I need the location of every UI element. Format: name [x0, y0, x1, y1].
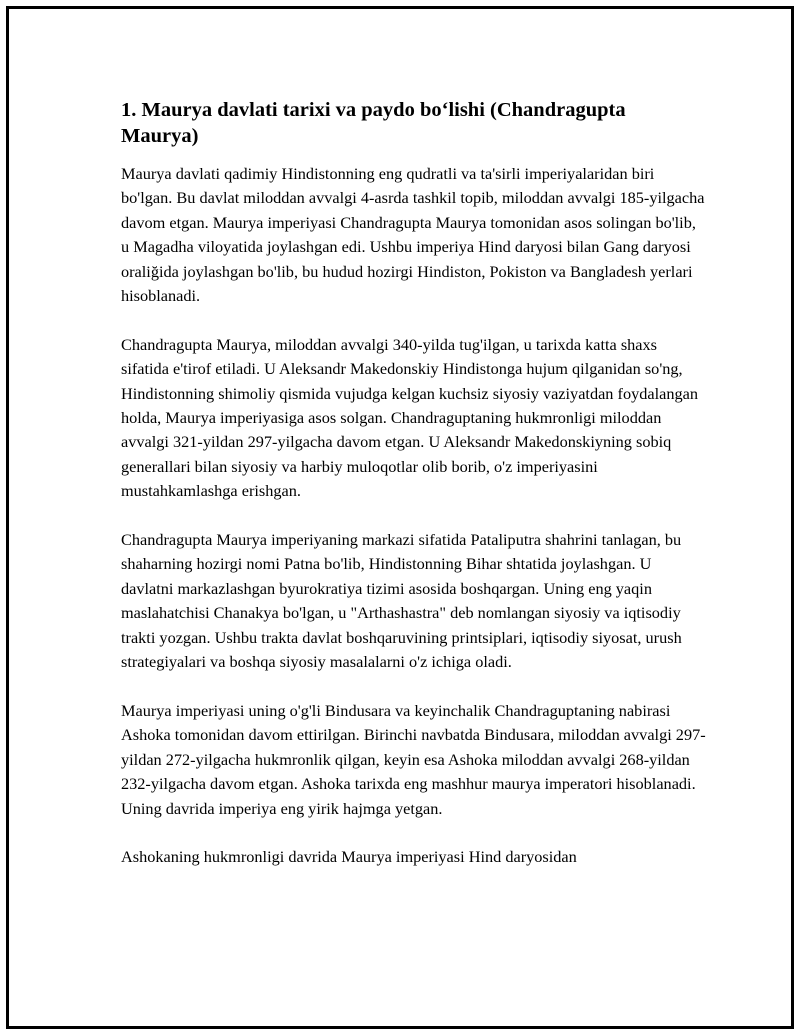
paragraph: Maurya davlati qadimiy Hindistonning eng qudratli va ta'sirli imperiyalaridan biri bo'lgan. Bu davlat miloddan avvalgi 4-asrda tashkil topib, miloddan avvalgi 185-yilgacha davom etgan. Maurya imperiyasi Chandragupta Maurya tomonidan asos solingan bo'lib, u Magadha viloyatida joylashgan edi. Ushbu imperiya Hind daryosi bilan Gang daryosi oraliğida joylashgan bo'lib, bu hudud hozirgi Hindiston, Pokiston va Bangladesh yerlari hisoblanadi. — [121, 164, 705, 306]
document-body — [121, 97, 706, 870]
paragraph: Ashokaning hukmronligi davrida Maurya imperiyasi Hind daryosidan — [121, 847, 577, 867]
paragraph: Chandragupta Maurya, miloddan avvalgi 340-yilda tug'ilgan, u tarixda katta shaxs sifatida e'tirof etiladi. U Aleksandr Makedonskiy Hindistonga hujum qilganidan so'ng, Hindistonning shimoliy qismida vujudga kelgan kuchsiz siyosiy vaziyatdan foydalangan holda, Maurya imperiyasiga asos solgan. Chandraguptaning hukmronligi miloddan avvalgi 321-yildan 297-yilgacha davom etgan. U Aleksandr Makedonskiyning sobiq generallari bilan siyosiy va harbiy muloqotlar olib borib, o'z imperiyasini mustahkamlashga erishgan. — [121, 334, 698, 501]
page-frame — [6, 6, 794, 1029]
paragraph: Chandragupta Maurya imperiyaning markazi sifatida Pataliputra shahrini tanlagan, bu shaharning hozirgi nomi Patna bo'lib, Hindistonning Bihar shtatida joylashgan. U davlatni markazlashgan byurokratiya tizimi asosida boshqargan. Uning eng yaqin maslahatchisi Chanakya bo'lgan, u "Arthashastra" deb nomlangan siyosiy va iqtisodiy trakti yozgan. Ushbu trakta davlat boshqaruvining printsiplari, iqtisodiy siyosat, urush strategiyalari va boshqa siyosiy masalalarni o'z ichiga oladi. — [121, 530, 682, 672]
paragraph: Maurya imperiyasi uning o'g'li Bindusara va keyinchalik Chandraguptaning nabirasi Ashoka tomonidan davom ettirilgan. Birinchi navbatda Bindusara, miloddan avvalgi 297-yildan 272-yilgacha hukmronlik qilgan, keyin esa Ashoka miloddan avvalgi 268-yildan 232-yilgacha davom etgan. Ashoka tarixda eng mashhur maurya imperatori hisoblanadi. Uning davrida imperiya eng yirik hajmga yetgan. — [121, 700, 706, 818]
section-heading: 1. Maurya davlati tarixi va paydo boʻlishi (Chandragupta Maurya) — [121, 99, 626, 147]
